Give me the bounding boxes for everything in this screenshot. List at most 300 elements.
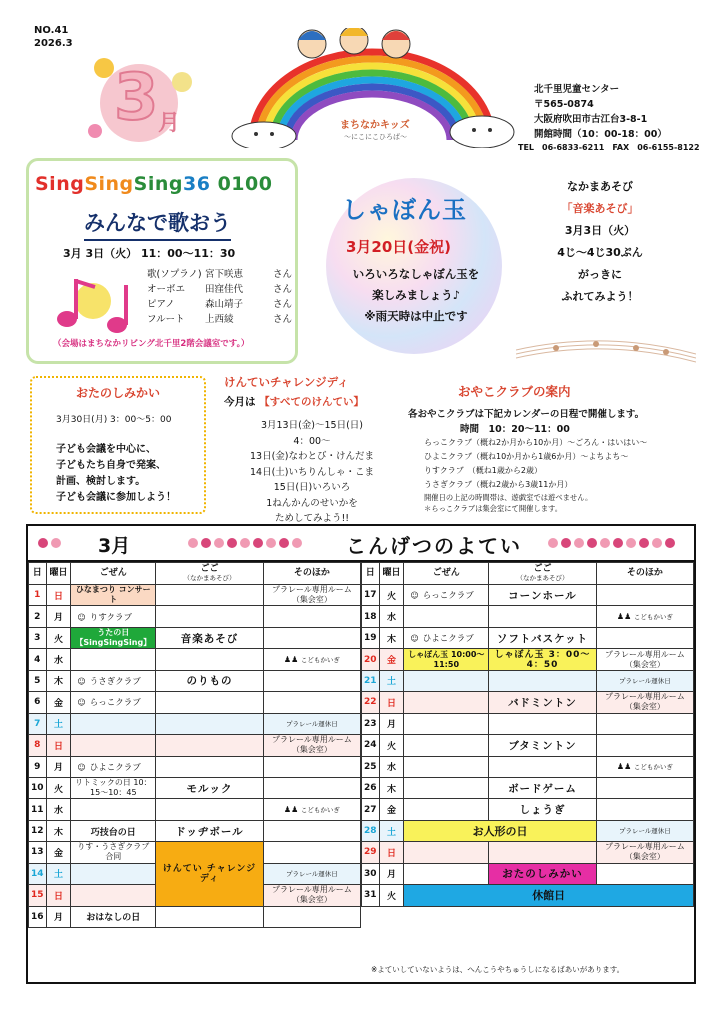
morning-event: リトミックの日 10：15～10：45 — [71, 777, 156, 798]
club-name: りすクラブ — [89, 612, 132, 623]
calendar-row — [362, 692, 694, 713]
other-event — [263, 606, 360, 627]
other-event — [263, 906, 360, 927]
performer-row — [147, 312, 292, 327]
shabon-line: 楽しみましょう♪ — [372, 288, 460, 302]
month-number: 3 — [114, 61, 159, 135]
instrument: 歌(ソプラノ) — [147, 269, 202, 280]
afternoon-event: コーンホール — [489, 585, 597, 606]
afternoon-event: ブタミントン — [489, 735, 597, 756]
calendar-row — [362, 842, 694, 863]
header-day: 日 — [362, 563, 380, 585]
music-staff-icon — [516, 330, 696, 370]
other-event — [263, 777, 360, 798]
calendar-row — [362, 799, 694, 820]
header-afternoon-sub: （なかまあそび） — [183, 573, 236, 582]
calendar-row — [362, 820, 694, 841]
calendar-header-row — [29, 563, 361, 585]
title-number: 36 — [182, 173, 211, 195]
other-event: プラレール運休日 — [263, 713, 360, 734]
other-event — [263, 649, 360, 670]
morning-event: りす・うさぎクラブ 合同 — [71, 842, 156, 863]
nakama-subtitle: 「音楽あそび」 — [561, 202, 639, 215]
oyako-intro: 各おやこクラブは下記カレンダーの日程で開催します。 — [408, 409, 645, 420]
day-number: 3 — [29, 627, 47, 648]
shabon-line: ※雨天時は中止です — [364, 309, 468, 323]
day-number: 10 — [29, 777, 47, 798]
club-name: らっこクラブ — [422, 591, 474, 602]
club-item: らっこクラブ（概ね2か月から10か月）～ごろん・はいはい～ — [424, 438, 648, 447]
afternoon-event — [156, 692, 264, 713]
logo-subtitle: ～にこにこひろば～ — [344, 133, 407, 141]
other-event: プラレール専用ルーム （集会室） — [263, 735, 360, 756]
header-day: 日 — [29, 563, 47, 585]
day-number: 2 — [29, 606, 47, 627]
weekday: 木 — [46, 670, 71, 691]
kentei-line: 1ねんかんのせいかを — [266, 497, 358, 509]
center-contact: TEL 06-6833-6211 FAX 06-6155-8122 — [518, 143, 700, 152]
nakama-line: がっきに — [578, 268, 622, 281]
afternoon-event: バドミントン — [489, 692, 597, 713]
oyako-club-list — [424, 436, 647, 492]
afternoon-event — [489, 756, 597, 777]
header-other: そのほか — [263, 563, 360, 585]
kentei-intro-text: 今月は — [224, 396, 256, 408]
day-number: 6 — [29, 692, 47, 713]
center-info — [534, 82, 667, 142]
performer-name: 上西綾 — [205, 314, 234, 325]
shabon-body — [336, 264, 496, 327]
afternoon-event — [156, 906, 264, 927]
oyako-time: 時間 10：20～11：00 — [460, 424, 570, 435]
afternoon-event — [156, 735, 264, 756]
kid-icon: ☺ — [410, 591, 419, 601]
issue-number: NO.41 — [34, 25, 69, 36]
calendar-row — [29, 777, 361, 798]
center-address: 大阪府吹田市古江台3-8-1 — [534, 114, 648, 125]
weekday: 水 — [379, 606, 404, 627]
weekday: 水 — [46, 649, 71, 670]
logo-text: まちなかキッズ — [340, 120, 410, 131]
weekday: 火 — [379, 735, 404, 756]
day-number: 24 — [362, 735, 380, 756]
morning-event — [71, 649, 156, 670]
weekday: 土 — [379, 670, 404, 691]
performer-row — [147, 267, 292, 282]
weekday: 水 — [379, 756, 404, 777]
kids-meeting-icon: ♟♟ — [283, 654, 301, 664]
title-part: Sing — [84, 173, 134, 195]
morning-event: うたの日 【SingSingSing】 — [71, 627, 156, 648]
afternoon-event — [156, 713, 264, 734]
header-afternoon-label: ごご — [533, 563, 552, 574]
morning-event: 巧技台の日 — [71, 820, 156, 841]
other-event — [596, 713, 693, 734]
otanoshimi-line: 子ども会議を中心に、 — [56, 444, 156, 455]
nakama-panel — [520, 176, 680, 308]
rainbow-logo — [222, 28, 522, 148]
month-badge — [88, 54, 192, 150]
weekday: 月 — [46, 606, 71, 627]
center-name: 北千里児童センター — [534, 84, 620, 95]
other-event — [596, 585, 693, 606]
morning-event — [404, 756, 489, 777]
club-name: うさぎクラブ — [89, 676, 141, 687]
header-afternoon-label: ごご — [200, 563, 219, 574]
calendar-header-row — [362, 563, 694, 585]
header-afternoon — [489, 563, 597, 585]
afternoon-event — [489, 842, 597, 863]
day-number: 19 — [362, 627, 380, 648]
instrument: オーボエ — [147, 284, 186, 295]
title-part: Sing — [133, 173, 183, 195]
nakama-date: 3月3日（火） — [564, 224, 636, 237]
shabon-line: いろいろなしゃぼん玉を — [352, 267, 480, 281]
day-number: 16 — [29, 906, 47, 927]
afternoon-event: ドッヂボール — [156, 820, 264, 841]
club-name: ひよこクラブ — [422, 634, 474, 645]
otanoshimi-body — [56, 442, 176, 506]
other-event — [596, 627, 693, 648]
oyako-notes — [424, 492, 592, 514]
club-item: ひよこクラブ（概ね10か月から1歳6か月）～よちよち～ — [424, 452, 629, 461]
other-event — [263, 670, 360, 691]
honorific: さん — [273, 284, 293, 295]
afternoon-event: しょうぎ — [489, 799, 597, 820]
kids-meeting-label: こどもかいぎ — [633, 612, 673, 621]
kid-icon: ☺ — [77, 762, 86, 772]
weekday: 火 — [46, 777, 71, 798]
afternoon-event: 音楽あそび — [156, 627, 264, 648]
day-number: 15 — [29, 885, 47, 906]
morning-event — [404, 670, 489, 691]
weekday: 火 — [46, 627, 71, 648]
header-morning: ごぜん — [71, 563, 156, 585]
calendar-row — [29, 820, 361, 841]
weekday: 金 — [46, 692, 71, 713]
calendar-row — [362, 885, 694, 906]
calendar-row — [29, 735, 361, 756]
singsing-title — [35, 173, 272, 195]
kids-meeting-label: こどもかいぎ — [633, 762, 673, 771]
afternoon-event — [156, 756, 264, 777]
calendar-row — [362, 585, 694, 606]
other-event: プラレール専用ルーム （集会室） — [263, 585, 360, 606]
day-number: 31 — [362, 885, 380, 906]
other-event — [263, 842, 360, 863]
kid-icon: ☺ — [77, 676, 86, 686]
morning-event — [404, 585, 489, 606]
flower-decoration-icon — [548, 538, 675, 548]
weekday: 日 — [46, 585, 71, 606]
calendar-row — [29, 692, 361, 713]
performer-list — [147, 267, 292, 327]
kentei-line: 3月13日(金)～15日(日) — [260, 420, 364, 431]
calendar-row — [29, 649, 361, 670]
weekday: 月 — [379, 863, 404, 884]
calendar-row — [362, 756, 694, 777]
instrument: フルート — [147, 314, 185, 325]
morning-event — [404, 777, 489, 798]
kids-meeting-label: こどもかいぎ — [300, 805, 340, 814]
otanoshimi-title: おたのしみかい — [75, 386, 160, 400]
afternoon-event — [156, 799, 264, 820]
kids-meeting-label: こどもかいぎ — [300, 655, 340, 664]
morning-event — [71, 692, 156, 713]
calendar-row — [29, 713, 361, 734]
weekday: 火 — [379, 585, 404, 606]
performer-name: 宮下咲恵 — [205, 269, 244, 280]
morning-event — [404, 606, 489, 627]
calendar-row — [29, 627, 361, 648]
honorific: さん — [273, 299, 293, 310]
afternoon-event: しゃぼん玉 3：00～4：50 — [489, 649, 597, 670]
calendar-row — [29, 670, 361, 691]
other-event — [596, 863, 693, 884]
nakama-line: ふれてみよう！ — [561, 290, 639, 303]
other-event — [263, 756, 360, 777]
day-number: 4 — [29, 649, 47, 670]
center-postal: 〒565-0874 — [534, 99, 594, 110]
flower-decoration-icon — [38, 538, 61, 548]
morning-event — [71, 799, 156, 820]
day-number: 21 — [362, 670, 380, 691]
day-number: 7 — [29, 713, 47, 734]
morning-event: お人形の日 — [404, 820, 596, 841]
music-notes-icon — [45, 261, 145, 341]
calendar-row — [362, 670, 694, 691]
calendar-row — [29, 842, 361, 863]
weekday: 月 — [46, 906, 71, 927]
calendar-row — [362, 735, 694, 756]
kentei-line: 15日(日)いろいろ — [273, 482, 351, 493]
day-number: 26 — [362, 777, 380, 798]
other-event: プラレール専用ルーム （集会室） — [596, 692, 693, 713]
shabon-title: しゃぼん玉 — [342, 196, 467, 224]
other-event — [596, 799, 693, 820]
header-weekday: 曜日 — [46, 563, 71, 585]
morning-event: おはなしの日 — [71, 906, 156, 927]
title-part: Sing — [35, 173, 85, 195]
morning-event — [71, 713, 156, 734]
kentei-body — [232, 418, 392, 527]
flower-icon — [172, 72, 192, 92]
other-event — [263, 820, 360, 841]
otanoshimi-panel — [30, 376, 206, 514]
venue-note: （会場はまちなかリビング北千里2階会議室です。） — [53, 339, 250, 349]
other-event — [263, 799, 360, 820]
otanoshimi-line: 子どもたち自身で発案、 — [56, 460, 166, 471]
club-item: うさぎクラブ（概ね2歳から3歳11か月） — [424, 480, 573, 489]
day-number: 9 — [29, 756, 47, 777]
calendar-row — [362, 713, 694, 734]
club-name: ひよこクラブ — [89, 762, 141, 773]
afternoon-event: のりもの — [156, 670, 264, 691]
weekday: 金 — [46, 842, 71, 863]
otanoshimi-date: 3月30日(月) 3：00～5：00 — [56, 415, 172, 425]
kentei-intro — [224, 394, 364, 409]
oyako-title: おやこクラブの案内 — [458, 384, 571, 399]
calendar-title: こんげつのよてい — [346, 534, 522, 558]
morning-event — [404, 735, 489, 756]
nakama-time: 4じ～4じ30ぷん — [557, 246, 643, 259]
morning-event — [404, 799, 489, 820]
calendar-row — [29, 799, 361, 820]
issue-info — [34, 24, 73, 50]
morning-event — [404, 692, 489, 713]
other-event — [596, 735, 693, 756]
other-event: プラレール専用ルーム （集会室） — [263, 885, 360, 906]
header-afternoon — [156, 563, 264, 585]
morning-event — [71, 670, 156, 691]
day-number: 29 — [362, 842, 380, 863]
flower-icon — [88, 124, 102, 138]
morning-event — [404, 863, 489, 884]
calendar-row — [29, 906, 361, 927]
day-number: 13 — [29, 842, 47, 863]
afternoon-event — [489, 713, 597, 734]
weekday: 金 — [379, 649, 404, 670]
calendar-right-table — [361, 562, 694, 907]
weekday: 日 — [46, 735, 71, 756]
weekday: 日 — [46, 885, 71, 906]
day-number: 22 — [362, 692, 380, 713]
kentei-line: 13日(金)なわとび・けんだま — [249, 451, 374, 462]
calendar-row — [362, 777, 694, 798]
day-number: 11 — [29, 799, 47, 820]
nakama-title: なかまあそび — [567, 180, 633, 193]
calendar-footnote: ※よていしていないようは、へんこうやちゅうしになるばあいがあります。 — [371, 965, 625, 974]
kentei-highlight: 【すべてのけんてい】 — [259, 396, 364, 408]
calendar-row — [362, 649, 694, 670]
flower-icon — [94, 58, 114, 78]
afternoon-event — [489, 606, 597, 627]
other-event — [596, 756, 693, 777]
afternoon-event: ソフトバスケット — [489, 627, 597, 648]
otanoshimi-line: 子ども会議に参加しよう！ — [56, 492, 176, 503]
calendar-row — [29, 606, 361, 627]
oyako-note: ＊らっこクラブは集会室にて開催します。 — [424, 504, 563, 513]
morning-event — [71, 606, 156, 627]
day-number: 1 — [29, 585, 47, 606]
weekday: 土 — [46, 863, 71, 884]
day-number: 12 — [29, 820, 47, 841]
day-number: 30 — [362, 863, 380, 884]
morning-event — [71, 885, 156, 906]
kid-icon: ☺ — [77, 698, 86, 708]
morning-event — [71, 756, 156, 777]
calendar-row — [29, 585, 361, 606]
weekday: 土 — [46, 713, 71, 734]
calendar-header — [28, 526, 694, 562]
morning-event — [71, 735, 156, 756]
weekday: 月 — [46, 756, 71, 777]
other-event: プラレール運休日 — [263, 863, 360, 884]
instrument: ピアノ — [147, 299, 175, 310]
kids-meeting-icon: ♟♟ — [283, 804, 301, 814]
header-other: そのほか — [596, 563, 693, 585]
other-event: プラレール専用ルーム （集会室） — [596, 649, 693, 670]
other-event: プラレール専用ルーム （集会室） — [596, 842, 693, 863]
morning-event — [404, 842, 489, 863]
other-event: プラレール運休日 — [596, 820, 693, 841]
calendar-row — [29, 756, 361, 777]
calendar-row — [362, 627, 694, 648]
center-hours: 開館時間（10：00-18：00） — [534, 129, 667, 140]
weekday: 水 — [46, 799, 71, 820]
morning-event: 休館日 — [404, 885, 694, 906]
morning-event: ひなまつり コンサート — [71, 585, 156, 606]
kentei-line: ためしてみよう!! — [274, 513, 350, 524]
shabon-date: 3月20日(金祝) — [346, 238, 452, 256]
performer-name: 田窪佳代 — [205, 284, 244, 295]
morning-event: しゃぼん玉 10:00～11:50 — [404, 649, 489, 670]
oyako-panel — [398, 378, 698, 518]
club-item: りすクラブ （概ね1歳から2歳） — [424, 466, 542, 475]
club-name: らっこクラブ — [89, 698, 141, 709]
calendar — [26, 524, 696, 984]
day-number: 23 — [362, 713, 380, 734]
weekday: 金 — [379, 799, 404, 820]
month-character: 月 — [158, 111, 181, 136]
calendar-row — [362, 863, 694, 884]
afternoon-event: けんてい チャレンジディ — [156, 842, 264, 906]
header-weekday: 曜日 — [379, 563, 404, 585]
other-event — [263, 627, 360, 648]
weekday: 木 — [46, 820, 71, 841]
day-number: 28 — [362, 820, 380, 841]
kentei-line: 4：00～ — [293, 435, 331, 447]
singsing-time: 3月 3日（火） 11：00～11：30 — [63, 247, 236, 260]
kentei-panel — [212, 372, 396, 524]
day-number: 14 — [29, 863, 47, 884]
day-number: 20 — [362, 649, 380, 670]
calendar-month: 3月 — [98, 535, 131, 557]
weekday: 木 — [379, 627, 404, 648]
day-number: 27 — [362, 799, 380, 820]
afternoon-event: ボードゲーム — [489, 777, 597, 798]
weekday: 火 — [379, 885, 404, 906]
weekday: 日 — [379, 842, 404, 863]
afternoon-event: おたのしみかい — [489, 863, 597, 884]
header-afternoon-sub: （なかまあそび） — [516, 573, 569, 582]
afternoon-event — [156, 585, 264, 606]
issue-date: 2026.3 — [34, 38, 73, 49]
weekday: 日 — [379, 692, 404, 713]
performer-row — [147, 297, 292, 312]
performer-name: 森山靖子 — [205, 299, 244, 310]
singsing-panel — [26, 158, 298, 364]
day-number: 8 — [29, 735, 47, 756]
otanoshimi-line: 計画、検討します。 — [56, 476, 146, 487]
morning-event — [404, 627, 489, 648]
kentei-line: 14日(土)いちりんしゃ・こま — [249, 466, 374, 478]
afternoon-event — [156, 606, 264, 627]
kids-meeting-icon: ♟♟ — [616, 761, 634, 771]
honorific: さん — [273, 314, 293, 325]
kentei-title: けんていチャレンジディ — [224, 375, 349, 389]
day-number: 17 — [362, 585, 380, 606]
weekday: 土 — [379, 820, 404, 841]
other-event — [596, 777, 693, 798]
calendar-row — [362, 606, 694, 627]
afternoon-event — [489, 670, 597, 691]
flower-decoration-icon — [188, 538, 302, 548]
other-event — [596, 606, 693, 627]
day-number: 5 — [29, 670, 47, 691]
title-code: 0100 — [217, 173, 273, 195]
header-morning: ごぜん — [404, 563, 489, 585]
